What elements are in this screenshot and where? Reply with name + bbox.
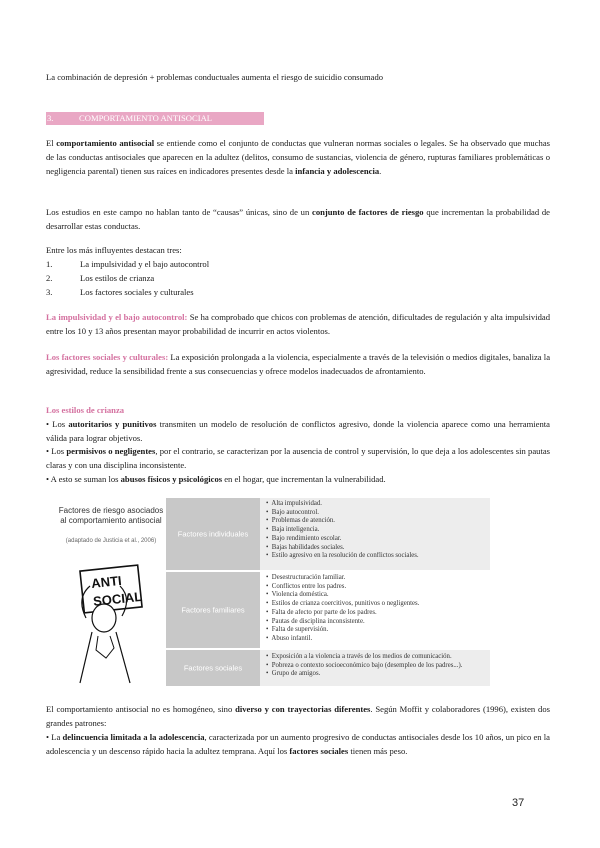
list-item: • Grupo de amigos. bbox=[266, 670, 321, 678]
list-item: 3. Los factores sociales y culturales bbox=[46, 287, 194, 297]
term-limited-delinquency: delincuencia limitada a la adolescencia bbox=[62, 732, 205, 742]
list-item: • Estilo agresivo en la resolución de conflictos sociales. bbox=[266, 552, 419, 560]
paragraph-risk-factors: Los estudios en este campo no hablan tanto de “causas” únicas, sino de un conjunto de factores de riesgo que incrementan la probabilidad de desarrollar estas conductas. bbox=[46, 207, 550, 231]
items-individual bbox=[260, 498, 490, 570]
list-item: • Abuso infantil. bbox=[266, 634, 313, 642]
term-childhood: infancia y adolescencia bbox=[295, 165, 380, 176]
paragraph-parenting: Los estilos de crianza • Los autoritarios y punitivos transmiten un modelo de resolución de conflictos agresivo, donde la violencia aparece como una herramienta válida para lograr objetivos. • Los permisivos o negligentes, por el contrario, se caracterizan por la ausencia de control y supervisión, lo que deja a los adolescentes sin pautas claras y con una disciplina inconsistente. • A esto se suman los abusos físicos y psicológicos en el hogar, que incrementan la vulnerabilidad. bbox=[46, 405, 551, 484]
items-social bbox=[260, 650, 490, 686]
label-parenting: Los estilos de crianza bbox=[46, 405, 125, 415]
list-item: • Pautas de disciplina inconsistente. bbox=[266, 617, 365, 625]
list-item: • Bajo autocontrol. bbox=[266, 508, 319, 516]
category-individual: Factores individuales bbox=[166, 498, 260, 570]
list-intro: Entre los más influyentes destacan tres: bbox=[46, 245, 182, 255]
paragraph-social-factors: Los factores sociales y culturales: La exposición prolongada a la violencia, especialmente a través de la televisión o medios digitales, banaliza la agresividad, reduce la sensibilidad frente a sus consecuencias y ofrece modelos inadecuados de afrontamiento. bbox=[46, 352, 551, 376]
list-item: 1. La impulsividad y el bajo autocontrol bbox=[46, 259, 210, 269]
paragraph-adolescence-limited: • La delincuencia limitada a la adolescencia, caracterizada por un aumento progresivo de conductas antisociales desde los 10 años, un pico en la adolescencia y un descenso rápido hacia la adultez temprana. Aquí los factores sociales tienen más peso. bbox=[46, 732, 550, 756]
figure-caption-panel bbox=[46, 498, 166, 688]
list-item: • Desestructuración familiar. bbox=[266, 574, 346, 581]
paragraph-impulsivity: La impulsividad y el bajo autocontrol: Se ha comprobado que chicos con problemas de atención, dificultades de regulación y alta impulsividad entre los 10 y 13 años presentan mayor probabilidad de incurrir en actos violentos. bbox=[46, 312, 551, 336]
list-item: • Falta de supervisión. bbox=[266, 626, 329, 634]
list-item: 2. Los estilos de crianza bbox=[46, 273, 155, 283]
list-item: • Bajo rendimiento escolar. bbox=[266, 534, 342, 542]
section-heading bbox=[46, 112, 264, 125]
section-number: 3. bbox=[47, 113, 54, 123]
section-title: COMPORTAMIENTO ANTISOCIAL bbox=[79, 113, 213, 123]
items-family bbox=[260, 572, 490, 648]
label-social: Los factores sociales y culturales: bbox=[46, 352, 169, 362]
paragraph-definition: El comportamiento antisocial se entiende como el conjunto de conductas que vulneran normas sociales o legales. Se ha observado que muchas de las conductas antisociales que aparecen en la adultez (delitos, consumo de sustancias, violencia de género, rupturas familiares problemáticas o negligencia parental) tienen sus raíces en indicadores presentes desde la infancia y adolescencia. bbox=[46, 138, 550, 176]
figure-subtitle: (adaptado de Justicia et al., 2006) bbox=[65, 538, 157, 544]
page-number: 37 bbox=[512, 797, 525, 809]
term-antisocial: comportamiento antisocial bbox=[56, 138, 155, 148]
list-item: • Violencia doméstica. bbox=[266, 591, 329, 599]
drawing-label-bottom: SOCIAL bbox=[92, 588, 143, 609]
list-item: • Problemas de atención. bbox=[266, 517, 336, 525]
term-risk-factors: conjunto de factores de riesgo bbox=[312, 207, 424, 217]
list-item: • Baja inteligencia. bbox=[266, 526, 320, 534]
risk-factors-figure bbox=[46, 498, 490, 688]
term-diverse: diverso y con trayectorias diferentes bbox=[235, 704, 371, 714]
paragraph-trajectories: El comportamiento antisocial no es homogéneo, sino diverso y con trayectorias diferentes. Según Moffit y colaboradores (1996), existen dos grandes patrones: bbox=[46, 704, 550, 728]
term-social-factors: factores sociales bbox=[289, 745, 349, 756]
intro-line: La combinación de depresión + problemas conductuales aumenta el riesgo de suicidio consumado bbox=[46, 72, 384, 82]
list-item: • Bajas habilidades sociales. bbox=[266, 543, 345, 551]
list-item: • Pobreza o contexto socioeconómico bajo (desempleo de los padres...). bbox=[266, 661, 463, 669]
list-item: • Exposición a la violencia a través de los medios de comunicación. bbox=[266, 653, 452, 660]
antisocial-drawing bbox=[46, 498, 166, 688]
list-item: • Falta de afecto por parte de los padres. bbox=[266, 608, 377, 616]
category-family: Factores familiares bbox=[166, 572, 260, 648]
label-impulsivity: La impulsividad y el bajo autocontrol: bbox=[46, 312, 188, 322]
category-social: Factores sociales bbox=[166, 650, 260, 686]
list-item: • Conflictos entre los padres. bbox=[266, 582, 347, 590]
list-item: • Alta impulsividad. bbox=[266, 500, 323, 507]
drawing-label-top: ANTI bbox=[90, 572, 123, 591]
figure-title: Factores de riesgo asociados al comportamiento antisocial bbox=[58, 506, 164, 525]
list-item: • Estilos de crianza coercitivos, punitivos o negligentes. bbox=[266, 600, 420, 608]
